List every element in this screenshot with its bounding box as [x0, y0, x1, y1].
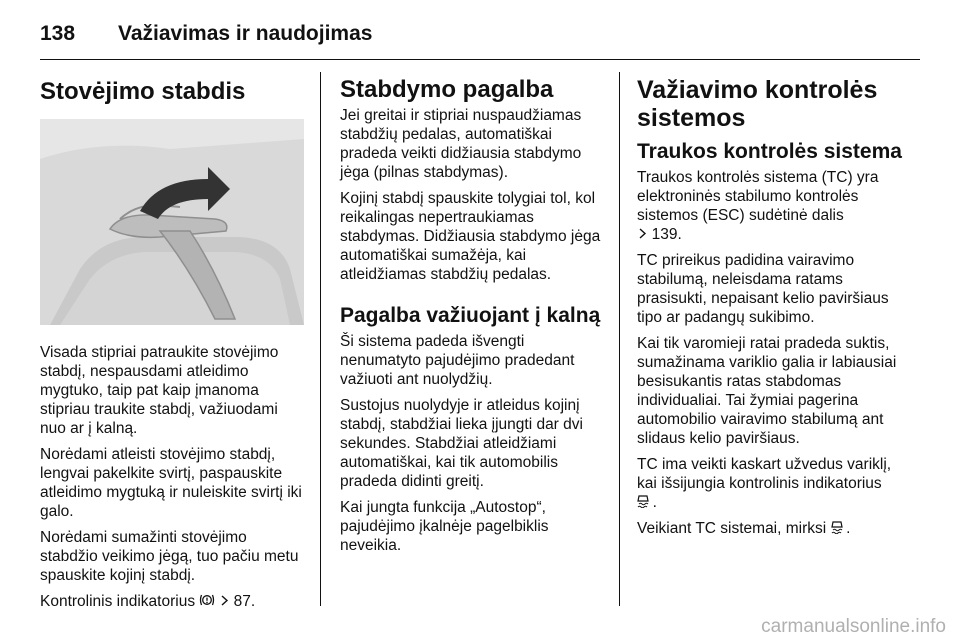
- page-header: [40, 14, 920, 54]
- paragraph-reduce-force: Norėdami sumažinti stovėjimo stabdžio veikimo jėgą, tuo pačiu metu spauskite kojinį stabdį.: [40, 529, 299, 584]
- column-parking-brake: [40, 76, 306, 618]
- traction-control-icon: [637, 495, 653, 510]
- column-divider-2: [619, 72, 620, 606]
- paragraph-brake-assist-1: Jei greitai ir stipriai nuspaudžiamas stabdžių pedalas, automatiškai pradeda veikti didžiausia stabdymo jėga (pilnas stabdymas).: [340, 107, 582, 181]
- paragraph-apply-brake: Visada stipriai patraukite stovėjimo stabdį, nespausdami atleidimo mygtuko, taip pat kaip įmanoma stipriau traukite stabdį, važiuodami nuo ar į kalną.: [40, 344, 279, 437]
- watermark[interactable]: carmanualsonline.info: [761, 616, 946, 637]
- paragraph-tc-2: TC prireikus padidina vairavimo stabilumą, neleisdama ratams prasisukti, nepaisant kelio paviršiaus tipo ar padangų sukibimo.: [637, 252, 889, 326]
- column-driving-control: [637, 76, 909, 545]
- parking-brake-illustration: [40, 119, 304, 325]
- parking-brake-drawing: [40, 119, 304, 325]
- arrow-reference-icon: [219, 594, 234, 609]
- column-brake-assist: [340, 76, 608, 562]
- paragraph-hill-assist-3: Kai jungta funkcija „Autostop“, pajudėjimo įkalnėje pagelbiklis neveikia.: [340, 499, 549, 554]
- paragraph-hill-assist-2: Sustojus nuolydyje ir atleidus kojinį stabdį, stabdžiai lieka įjungti dar dvi sekundes. Stabdžiai atleidžiami automatiškai, kai tik automobilis pradeda didinti greitį.: [340, 397, 583, 490]
- traction-control-icon: [831, 521, 847, 536]
- paragraph-tc-1: Traukos kontrolės sistema (TC) yra elektroninės stabilumo kontrolės sistemos (ESC) sudėtinė dalis 139.: [637, 169, 879, 243]
- paragraph-tc-4: TC ima veikti kaskart užvedus variklį, kai išsijungia kontrolinis indikatorius .: [637, 456, 892, 511]
- paragraph-indicator: [40, 592, 306, 611]
- indicator-page-ref[interactable]: 87.: [233, 593, 256, 610]
- heading-driving-control: Važiavimo kontrolės sistemos: [637, 76, 878, 132]
- paragraph-tc-3: Kai tik varomieji ratai pradeda suktis, sumažinama variklio galia ir labiausiai besisukantis ratas stabdomas individualiai. Tai žymiai pagerina automobilio vairavimo stabilumą ant slidaus kelio paviršiaus.: [637, 335, 897, 447]
- paragraph-brake-assist-2: Kojinį stabdį spauskite tolygiai tol, kol reikalingas nepertraukiamas stabdymas. Didžiausia stabdymo jėga automatiškai sumažėja, kai atleidžiamas stabdžių pedalas.: [340, 190, 601, 283]
- heading-brake-assist: Stabdymo pagalba: [340, 76, 554, 103]
- heading-hill-start-assist: Pagalba važiuojant į kalną: [340, 304, 601, 327]
- page-number: 138: [40, 22, 76, 45]
- paragraph-tc-5: Veikiant TC sistemai, mirksi .: [637, 520, 851, 537]
- heading-parking-brake: Stovėjimo stabdis: [40, 78, 246, 105]
- paragraph-hill-assist-1: Ši sistema padeda išvengti nenumatyto pajudėjimo pradedant važiuoti ant nuolydžių.: [340, 333, 575, 388]
- heading-traction-control: Traukos kontrolės sistema: [637, 140, 902, 163]
- arrow-reference-icon: [637, 227, 652, 242]
- section-title: Važiavimas ir naudojimas: [118, 22, 373, 45]
- parking-brake-indicator-icon: [199, 594, 219, 609]
- indicator-text: Kontrolinis indikatorius: [40, 593, 196, 610]
- paragraph-release-brake: Norėdami atleisti stovėjimo stabdį, lengvai pakelkite svirtį, paspauskite atleidimo mygtuką ir nuleiskite svirtį iki galo.: [40, 446, 302, 520]
- tc-page-ref[interactable]: 139.: [651, 226, 682, 243]
- header-rule: [40, 59, 920, 60]
- column-divider-1: [320, 72, 321, 606]
